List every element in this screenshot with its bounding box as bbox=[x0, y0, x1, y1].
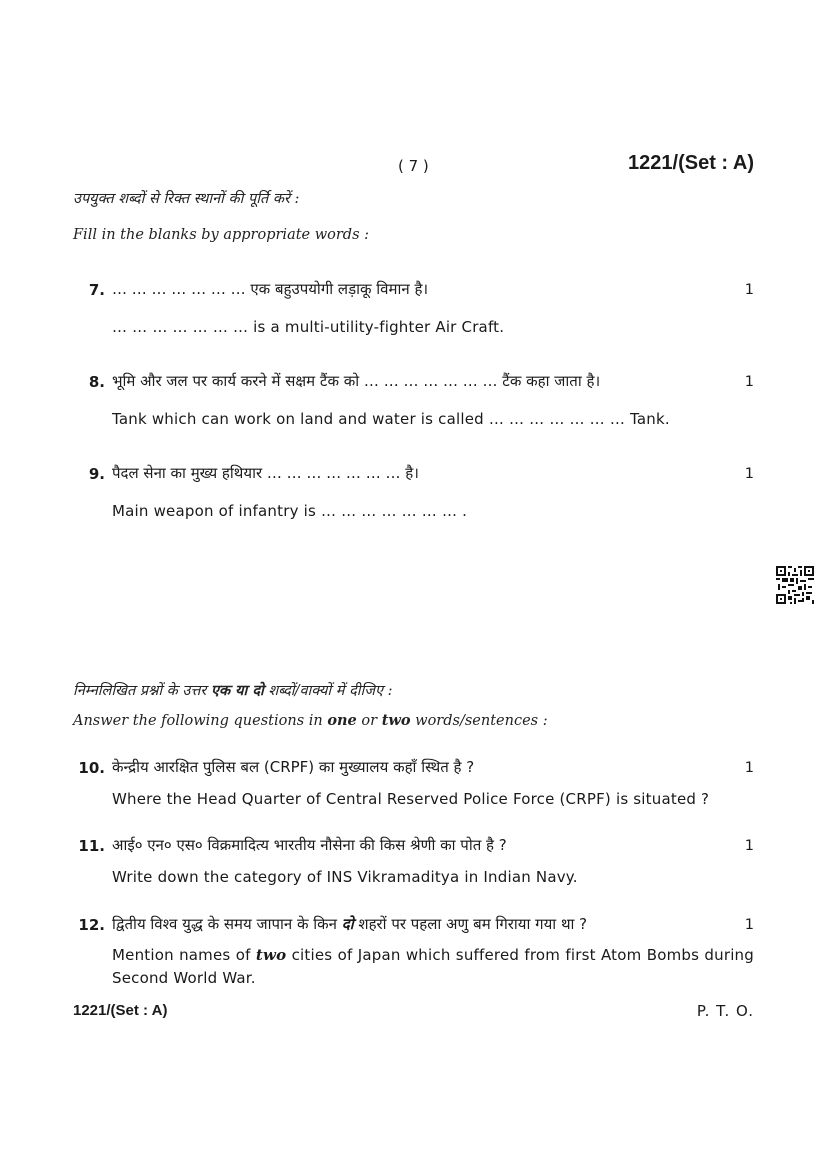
paper-code-top: 1221/(Set : A) bbox=[628, 152, 754, 174]
section1-instruction-en: Fill in the blanks by appropriate words : bbox=[73, 227, 370, 243]
question-10-number: 10. bbox=[78, 759, 105, 777]
question-11-hindi: आई० एन० एस० विक्रमादित्य भारतीय नौसेना की किस श्रेणी का पोत है ? bbox=[112, 836, 507, 854]
qr-code-icon bbox=[776, 566, 814, 604]
section2-instruction-hi-bold: एक या दो bbox=[210, 682, 264, 699]
question-12-marks: 1 bbox=[744, 917, 754, 933]
section2-instruction-en-mid: or bbox=[356, 713, 382, 729]
page-number: ( 7 ) bbox=[398, 157, 429, 175]
section2-instruction-en-bold-two: two bbox=[381, 712, 411, 729]
question-11-number: 11. bbox=[78, 837, 105, 855]
section2-instruction-en-post: words/sentences : bbox=[410, 713, 548, 729]
question-7-hindi: … … … … … … … एक बहुउपयोगी लड़ाकू विमान है। bbox=[112, 280, 429, 298]
section2-instruction-hi bbox=[73, 680, 393, 700]
section2-instruction-en bbox=[73, 712, 548, 729]
question-9-english: Main weapon of infantry is … … … … … … … . bbox=[112, 502, 468, 520]
question-10-hindi: केन्द्रीय आरक्षित पुलिस बल (CRPF) का मुख्यालय कहाँ स्थित है ? bbox=[112, 758, 475, 776]
question-10-english: Where the Head Quarter of Central Reserved Police Force (CRPF) is situated ? bbox=[112, 790, 710, 808]
question-12-hindi bbox=[112, 913, 587, 936]
question-12-hindi-pre: द्वितीय विश्व युद्ध के समय जापान के किन bbox=[112, 915, 342, 933]
question-8-hindi: भूमि और जल पर कार्य करने में सक्षम टैंक को … … … … … … … टैंक कहा जाता है। bbox=[112, 372, 601, 390]
question-12-hindi-bold: दो bbox=[341, 915, 354, 933]
section1-instruction-hi: उपयुक्त शब्दों से रिक्त स्थानों की पूर्ति करें : bbox=[73, 191, 300, 207]
question-7-english: … … … … … … … is a multi-utility-fighter Air Craft. bbox=[112, 318, 505, 336]
question-12-hindi-post: शहरों पर पहला अणु बम गिराया गया था ? bbox=[353, 915, 588, 933]
question-9-hindi: पैदल सेना का मुख्य हथियार … … … … … … … है। bbox=[112, 464, 419, 482]
question-12-english-post: cities of Japan which suffered from first Atom Bombs during Second World War. bbox=[112, 946, 754, 987]
section2-instruction-hi-post: शब्दों/वाक्यों में दीजिए : bbox=[263, 683, 393, 699]
question-12-english bbox=[112, 944, 754, 990]
question-7-number: 7. bbox=[88, 281, 105, 299]
question-12-english-bold: two bbox=[255, 946, 287, 964]
question-9-marks: 1 bbox=[744, 466, 754, 482]
question-8-number: 8. bbox=[88, 373, 105, 391]
section2-instruction-hi-pre: निम्नलिखित प्रश्नों के उत्तर bbox=[73, 683, 211, 699]
question-9-number: 9. bbox=[88, 465, 105, 483]
please-turn-over: P. T. O. bbox=[696, 1002, 754, 1020]
question-11-marks: 1 bbox=[744, 838, 754, 854]
section2-instruction-en-bold-one: one bbox=[327, 712, 357, 729]
question-12-english-pre: Mention names of bbox=[112, 946, 256, 964]
paper-code-footer: 1221/(Set : A) bbox=[73, 1002, 168, 1019]
question-12-number: 12. bbox=[78, 916, 105, 934]
question-11-english: Write down the category of INS Vikramaditya in Indian Navy. bbox=[112, 868, 578, 886]
section2-instruction-en-pre: Answer the following questions in bbox=[73, 713, 328, 729]
question-8-english: Tank which can work on land and water is called … … … … … … … Tank. bbox=[112, 410, 670, 428]
question-10-marks: 1 bbox=[744, 760, 754, 776]
question-7-marks: 1 bbox=[744, 282, 754, 298]
question-8-marks: 1 bbox=[744, 374, 754, 390]
